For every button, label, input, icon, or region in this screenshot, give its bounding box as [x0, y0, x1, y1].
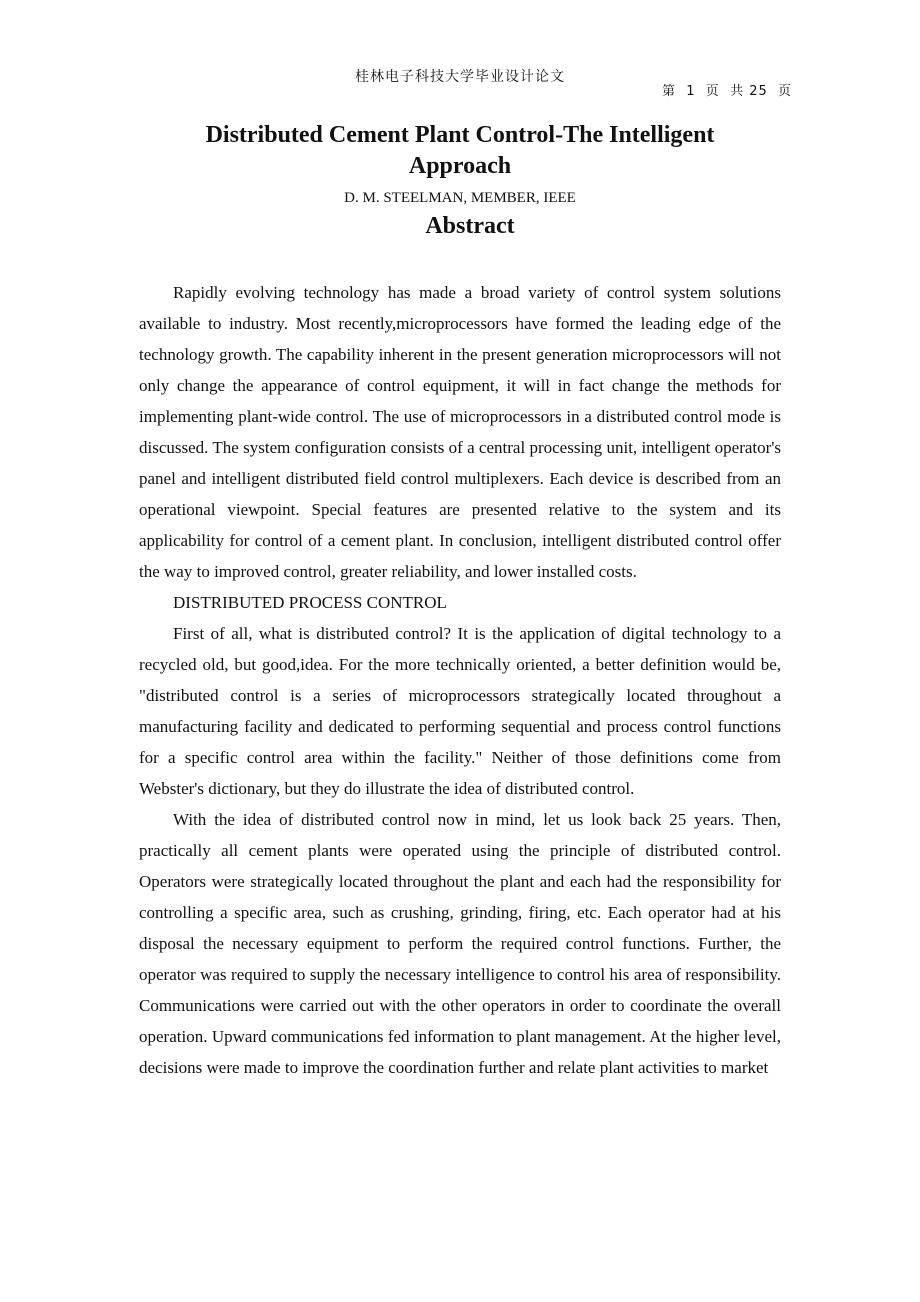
- document-body: [139, 277, 781, 1083]
- abstract-paragraph: Rapidly evolving technology has made a broad variety of control system solutions available to industry. Most recently,microprocessors have formed the leading edge of the technology growth. The capability inherent in the present generation microprocessors will not only change the appearance of control equipment, it will in fact change the methods for implementing plant-wide control. The use of microprocessors in a distributed control mode is discussed. The system configuration consists of a central processing unit, intelligent operator's panel and intelligent distributed field control multiplexers. Each device is described from an operational viewpoint. Special features are presented relative to the system and its applicability for control of a cement plant. In conclusion, intelligent distributed control offer the way to improved control, greater reliability, and lower installed costs.: [139, 283, 781, 581]
- body-paragraph-2: With the idea of distributed control now in mind, let us look back 25 years. Then, practically all cement plants were operated using the principle of distributed control. Operators were strategically located throughout the plant and each had the responsibility for controlling a specific area, such as crushing, grinding, firing, etc. Each operator had at his disposal the necessary equipment to perform the required control functions. Further, the operator was required to supply the necessary intelligence to control his area of responsibility. Communications were carried out with the other operators in order to coordinate the overall operation. Upward communications fed information to plant management. At the higher level, decisions were made to improve the coordination further and relate plant activities to market: [139, 810, 781, 1077]
- page-number-indicator: 第 1 页 共 25 页: [662, 84, 793, 99]
- page-header-school: 桂林电子科技大学毕业设计论文: [355, 69, 565, 85]
- abstract-heading: Abstract: [425, 213, 515, 239]
- paper-title: Distributed Cement Plant Control-The Intelligent Approach: [205, 122, 715, 179]
- section-heading: DISTRIBUTED PROCESS CONTROL: [173, 593, 447, 612]
- body-paragraph-1: First of all, what is distributed control? It is the application of digital technology to a recycled old, but good,idea. For the more technically oriented, a better definition would be, "distributed control is a series of microprocessors strategically located throughout a manufacturing facility and dedicated to performing sequential and process control functions for a specific control area within the facility." Neither of those definitions come from Webster's dictionary, but they do illustrate the idea of distributed control.: [139, 624, 781, 798]
- author-line: D. M. STEELMAN, MEMBER, IEEE: [344, 190, 576, 206]
